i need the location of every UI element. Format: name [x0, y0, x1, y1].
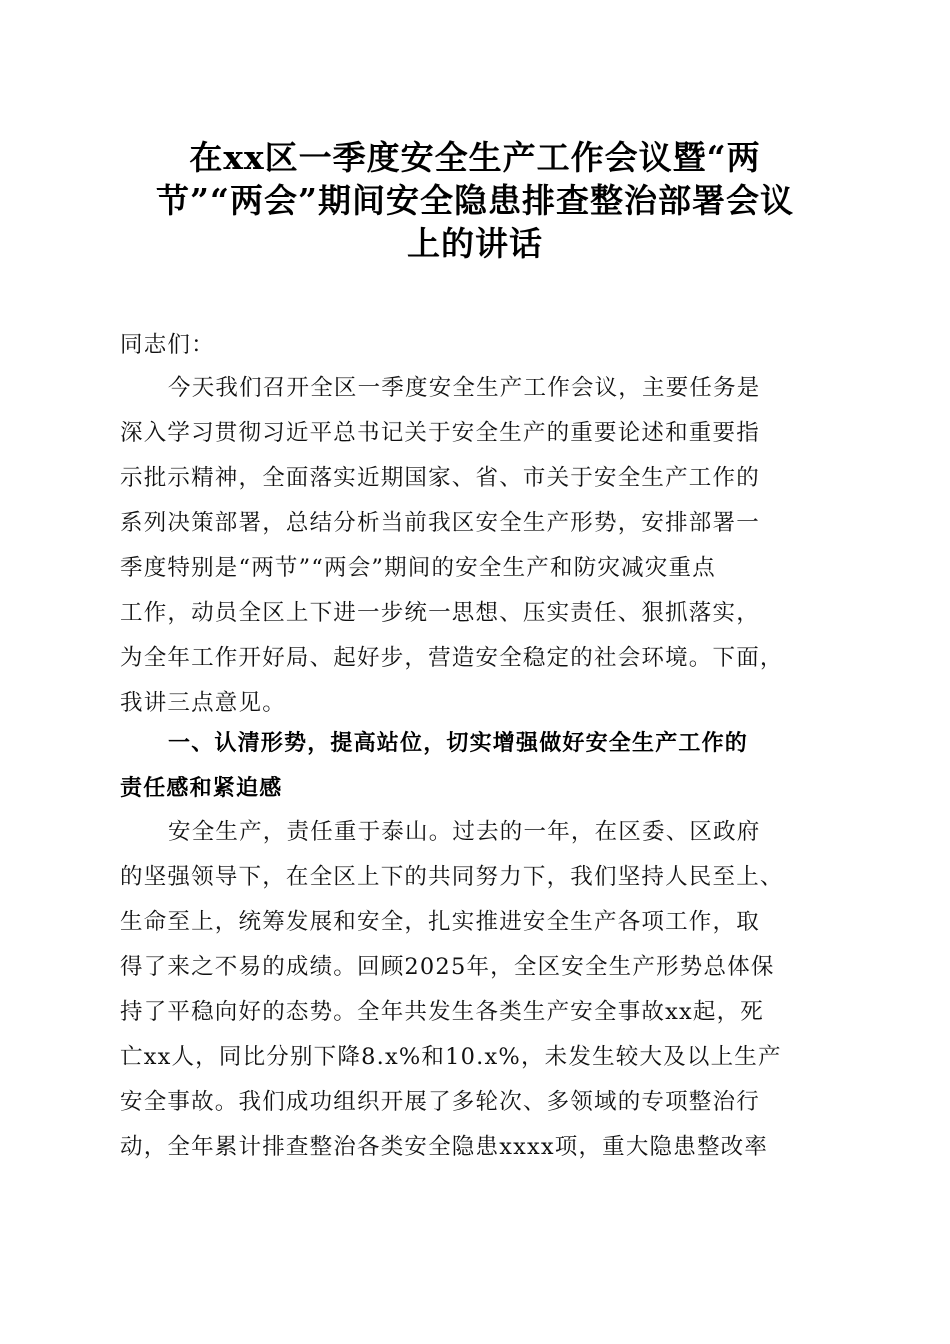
title-line: 上的讲话 — [407, 224, 543, 263]
paragraph-line: 亡xx人，同比分别下降8.x%和10.x%，未发生较大及以上生产 — [120, 1044, 782, 1070]
paragraph-line: 工作，动员全区上下进一步统一思想、压实责任、狠抓落实， — [120, 600, 760, 626]
paragraph-line: 深入学习贯彻习近平总书记关于安全生产的重要论述和重要指 — [120, 420, 760, 446]
section-heading-1 — [120, 721, 830, 811]
paragraph-line: 动，全年累计排查整治各类安全隐患xxxx项，重大隐患整改率 — [120, 1134, 769, 1160]
heading-line: 一、认清形势，提高站位，切实增强做好安全生产工作的 — [168, 731, 749, 756]
paragraph-section-1 — [120, 810, 830, 1170]
paragraph-line: 今天我们召开全区一季度安全生产工作会议，主要任务是 — [168, 375, 761, 401]
salutation — [120, 323, 830, 368]
title-line: 在xx区一季度安全生产工作会议暨“两 — [189, 138, 761, 177]
document-title — [120, 136, 830, 265]
paragraph-line: 安全事故。我们成功组织开展了多轮次、多领域的专项整治行 — [120, 1089, 760, 1115]
paragraph-line: 安全生产，责任重于泰山。过去的一年，在区委、区政府 — [168, 819, 761, 845]
salutation-text: 同志们： — [120, 332, 215, 358]
heading-line: 责任感和紧迫感 — [120, 776, 283, 801]
paragraph-line: 为全年工作开好局、起好步，营造安全稳定的社会环境。下面， — [120, 645, 784, 671]
title-line: 节”“两会”期间安全隐患排查整治部署会议 — [156, 181, 794, 220]
paragraph-line: 我讲三点意见。 — [120, 690, 286, 716]
paragraph-line: 生命至上，统筹发展和安全，扎实推进安全生产各项工作，取 — [120, 909, 760, 935]
paragraph-line: 的坚强领导下，在全区上下的共同努力下，我们坚持人民至上、 — [120, 864, 784, 890]
paragraph-line: 持了平稳向好的态势。全年共发生各类生产安全事故xx起，死 — [120, 999, 764, 1025]
paragraph-line: 系列决策部署，总结分析当前我区安全生产形势，安排部署一 — [120, 510, 760, 536]
paragraph-intro — [120, 366, 830, 726]
paragraph-line: 得了来之不易的成绩。回顾2025年，全区安全生产形势总体保 — [120, 954, 775, 980]
paragraph-line: 示批示精神，全面落实近期国家、省、市关于安全生产工作的 — [120, 465, 760, 491]
paragraph-line: 季度特别是“两节”“两会”期间的安全生产和防灾减灾重点 — [120, 555, 716, 581]
